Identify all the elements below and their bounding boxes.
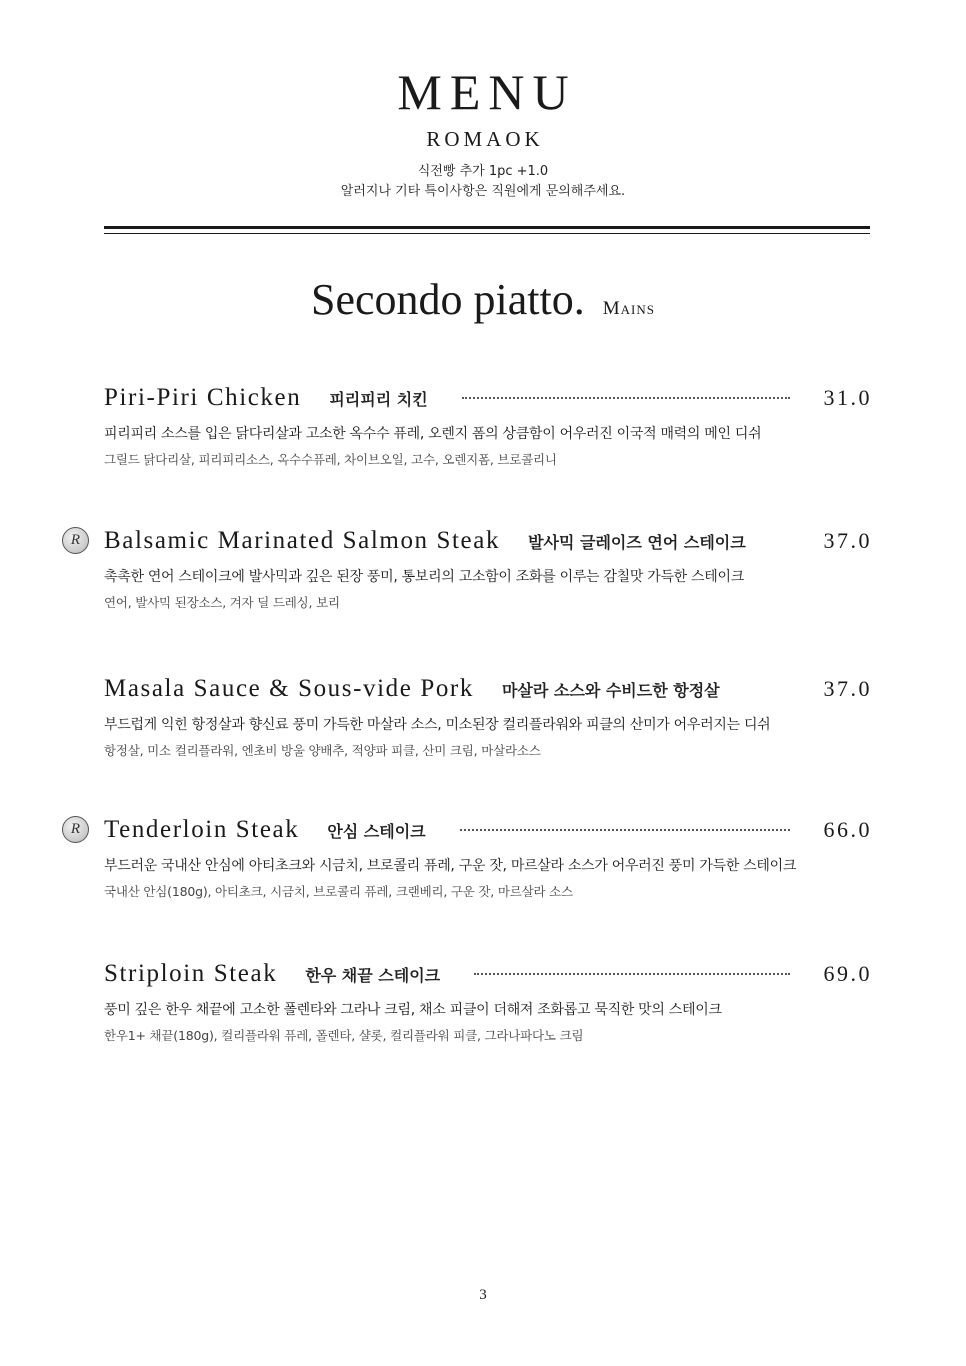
menu-title: MENU (397, 64, 577, 120)
item-name-en: Masala Sauce & Sous-vide Pork (104, 675, 474, 702)
item-name-ko: 발사믹 글레이즈 연어 스테이크 (528, 533, 746, 552)
restaurant-name: ROMAOK (426, 127, 544, 151)
menu-item-salmon-steak (70, 527, 872, 612)
signature-badge-icon: R (62, 816, 89, 843)
item-description: 풍미 깊은 한우 채끝에 고소한 폴렌타와 그라나 크림, 채소 피클이 더해져 조화롭고 묵직한 맛의 스테이크 (104, 1002, 722, 1018)
dot-leader (462, 397, 790, 399)
dot-leader (474, 973, 789, 975)
item-name-en: Tenderloin Steak (104, 816, 300, 843)
menu-header (0, 62, 966, 202)
item-name-ko: 한우 채끝 스테이크 (305, 966, 441, 985)
item-name-ko: 피리피리 치킨 (329, 390, 428, 409)
item-name-en: Piri-Piri Chicken (104, 384, 302, 411)
item-price: 69.0 (823, 961, 872, 986)
item-name-ko: 안심 스테이크 (327, 822, 426, 841)
allergy-note: 알러지나 기타 특이사항은 직원에게 문의해주세요. (340, 184, 626, 199)
item-ingredients: 한우1+ 채끝(180g), 컬리플라워 퓨레, 폴렌타, 샬롯, 컬리플라워 피클, 그라나파다노 크림 (104, 1028, 584, 1043)
section-title: Secondo piatto. (311, 275, 585, 324)
item-description: 촉촉한 연어 스테이크에 발사믹과 깊은 된장 풍미, 통보리의 고소함이 조화를 이루는 감칠맛 가득한 스테이크 (104, 569, 744, 585)
item-description: 부드럽게 익힌 항정살과 향신료 풍미 가득한 마살라 소스, 미소된장 컬리플라워와 피클의 산미가 어우러지는 디쉬 (104, 717, 771, 733)
menu-item-tenderloin-steak (70, 816, 872, 901)
item-ingredients: 그릴드 닭다리살, 피리피리소스, 옥수수퓨레, 차이브오일, 고수, 오렌지폼, 브로콜리니 (104, 452, 557, 467)
menu-item-striploin-steak (104, 960, 872, 1045)
dot-leader (460, 829, 790, 831)
item-price: 37.0 (823, 676, 872, 701)
item-description: 부드러운 국내산 안심에 아티초크와 시금치, 브로콜리 퓨레, 구운 잣, 마르살라 소스가 어우러진 풍미 가득한 스테이크 (104, 858, 797, 874)
menu-item-piri-piri-chicken (104, 384, 872, 469)
section-subtitle: Mains (602, 298, 655, 319)
item-name-en: Striploin Steak (104, 960, 278, 987)
bread-note: 식전빵 추가 1pc +1.0 (417, 164, 549, 179)
header-divider (104, 226, 870, 234)
item-ingredients: 연어, 발사믹 된장소스, 겨자 딜 드레싱, 보리 (104, 595, 340, 610)
item-price: 37.0 (823, 528, 872, 553)
item-ingredients: 항정살, 미소 컬리플라워, 엔초비 방울 양배추, 적양파 피클, 산미 크림, 마살라소스 (104, 743, 541, 758)
page-number: 3 (479, 1287, 487, 1303)
item-description: 피리피리 소스를 입은 닭다리살과 고소한 옥수수 퓨레, 오렌지 폼의 상큼함이 어우러진 이국적 매력의 메인 디쉬 (104, 426, 762, 442)
item-name-en: Balsamic Marinated Salmon Steak (104, 527, 501, 554)
item-name-ko: 마살라 소스와 수비드한 항정살 (501, 681, 720, 700)
menu-item-masala-pork (104, 675, 872, 760)
section-heading (0, 274, 966, 325)
signature-badge-icon: R (62, 527, 89, 554)
item-price: 31.0 (823, 385, 872, 410)
item-ingredients: 국내산 안심(180g), 아티초크, 시금치, 브로콜리 퓨레, 크랜베리, 구운 잣, 마르살라 소스 (104, 884, 573, 899)
item-price: 66.0 (823, 817, 872, 842)
